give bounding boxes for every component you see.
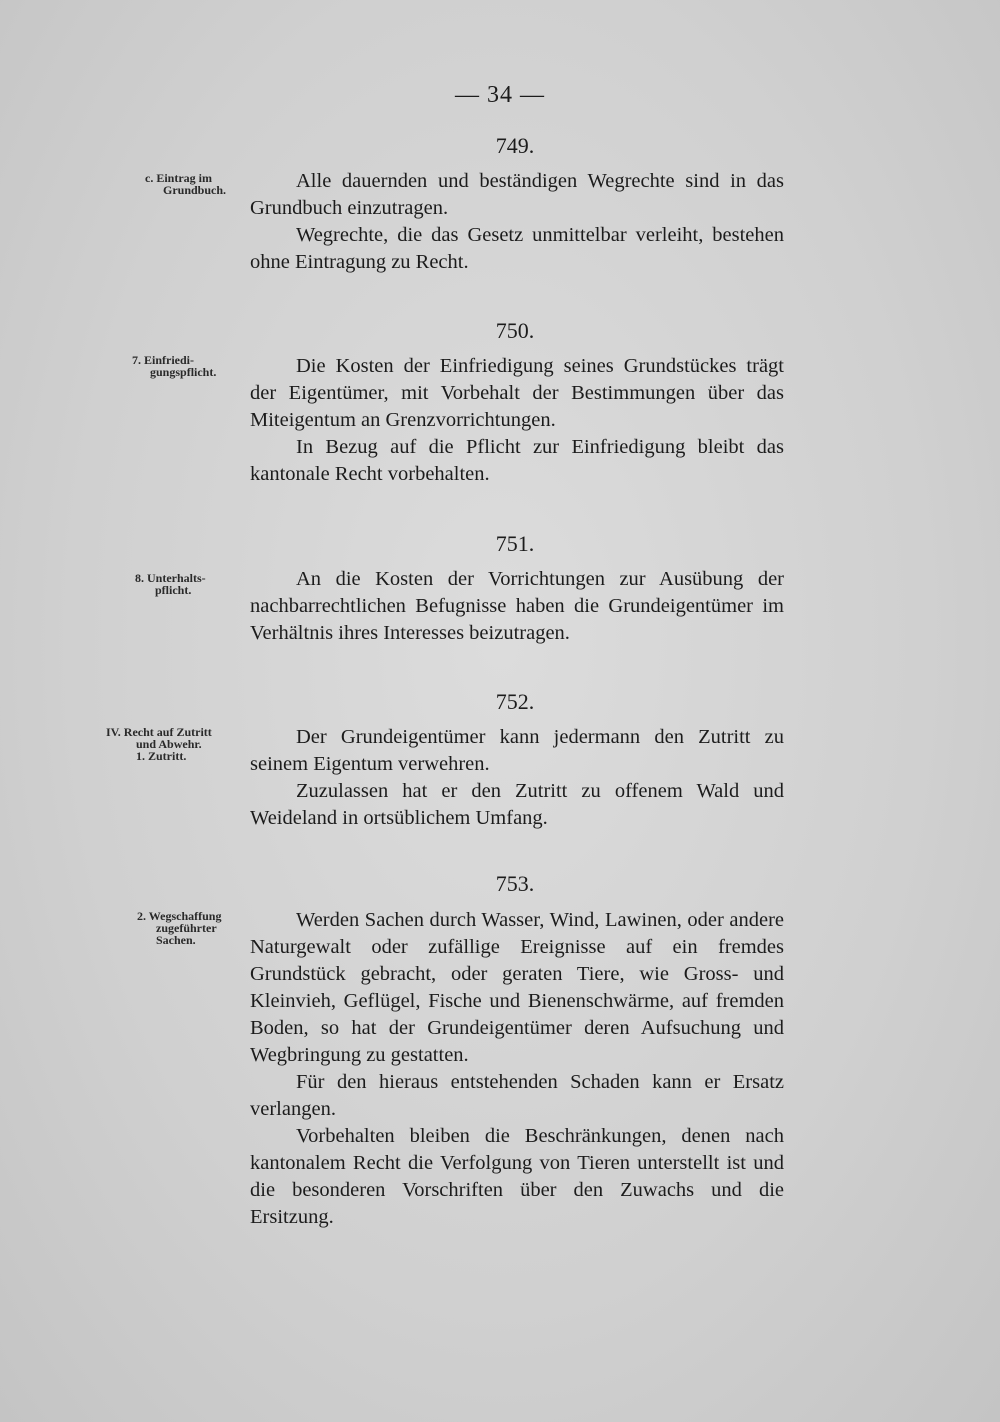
paragraph: Alle dauernden und beständigen Wegrechte sind in das Grundbuch einzutragen. [250, 170, 784, 219]
paragraph: Für den hieraus entstehenden Schaden kann er Ersatz verlangen. [250, 1071, 784, 1120]
article-number: 750. [495, 318, 535, 343]
paragraph: Zuzulassen hat er den Zutritt zu offenem Wald und Weideland in ortsüblichem Umfang. [250, 780, 784, 829]
paragraph: An die Kosten der Vorrichtungen zur Ausübung der nachbarrechtlichen Befugnisse haben die Grundeigentümer im Verhältnis ihres Interesses beizutragen. [250, 568, 784, 644]
paragraph: Der Grundeigentümer kann jedermann den Zutritt zu seinem Eigentum verwehren. [250, 726, 784, 775]
margin-note-line: und Abwehr. [136, 737, 202, 751]
article-number: 753. [495, 871, 535, 896]
paragraph: Vorbehalten bleiben die Beschränkungen, denen nach kantonalem Recht die Verfolgung von Tieren unterstellt ist und die besonderen Vorschriften über den Zuwachs und die Ersitzung. [250, 1125, 784, 1228]
margin-note-line: IV. Recht auf Zutritt [106, 725, 212, 739]
article-body [250, 566, 784, 647]
margin-note-line: Sachen. [156, 933, 196, 947]
margin-note-line: zugeführter [156, 921, 217, 935]
article-body [250, 907, 784, 1231]
margin-note [106, 726, 256, 762]
article-number: 751. [495, 531, 535, 556]
paragraph: Die Kosten der Einfriedigung seines Grundstückes trägt der Eigentümer, mit Vorbehalt der Bestimmungen über das Miteigentum an Grenzvorrichtungen. [250, 355, 784, 431]
article-body [250, 724, 784, 832]
paragraph: Wegrechte, die das Gesetz unmittelbar verleiht, bestehen ohne Eintragung zu Recht. [250, 224, 784, 273]
page-number: — 34 — [455, 82, 545, 108]
margin-note-line: 2. Wegschaffung [137, 909, 222, 923]
article-body [250, 353, 784, 488]
margin-note-line: c. Eintrag im [145, 171, 212, 185]
paragraph: Werden Sachen durch Wasser, Wind, Lawinen, oder andere Naturgewalt oder zufällige Ereignisse auf ein fremdes Grundstück gebracht, oder geraten Tiere, wie Gross- und Kleinvieh, Geflügel, Fische und Bienenschwärme, auf fremden Boden, so hat der Grundeigentümer deren Aufsuchung und Wegbringung zu gestatten. [250, 909, 784, 1066]
margin-note-line: 7. Einfriedi- [132, 353, 194, 367]
article-body [250, 168, 784, 276]
article-number: 752. [495, 689, 535, 714]
margin-note-line: pflicht. [155, 583, 192, 597]
margin-note-line: 1. Zutritt. [136, 749, 187, 763]
paragraph: In Bezug auf die Pflicht zur Einfriedigung bleibt das kantonale Recht vorbehalten. [250, 436, 784, 485]
margin-note-line: 8. Unterhalts- [135, 571, 206, 585]
margin-note-line: gungspflicht. [150, 365, 217, 379]
article-number: 749. [495, 133, 535, 158]
margin-note-line: Grundbuch. [163, 183, 227, 197]
